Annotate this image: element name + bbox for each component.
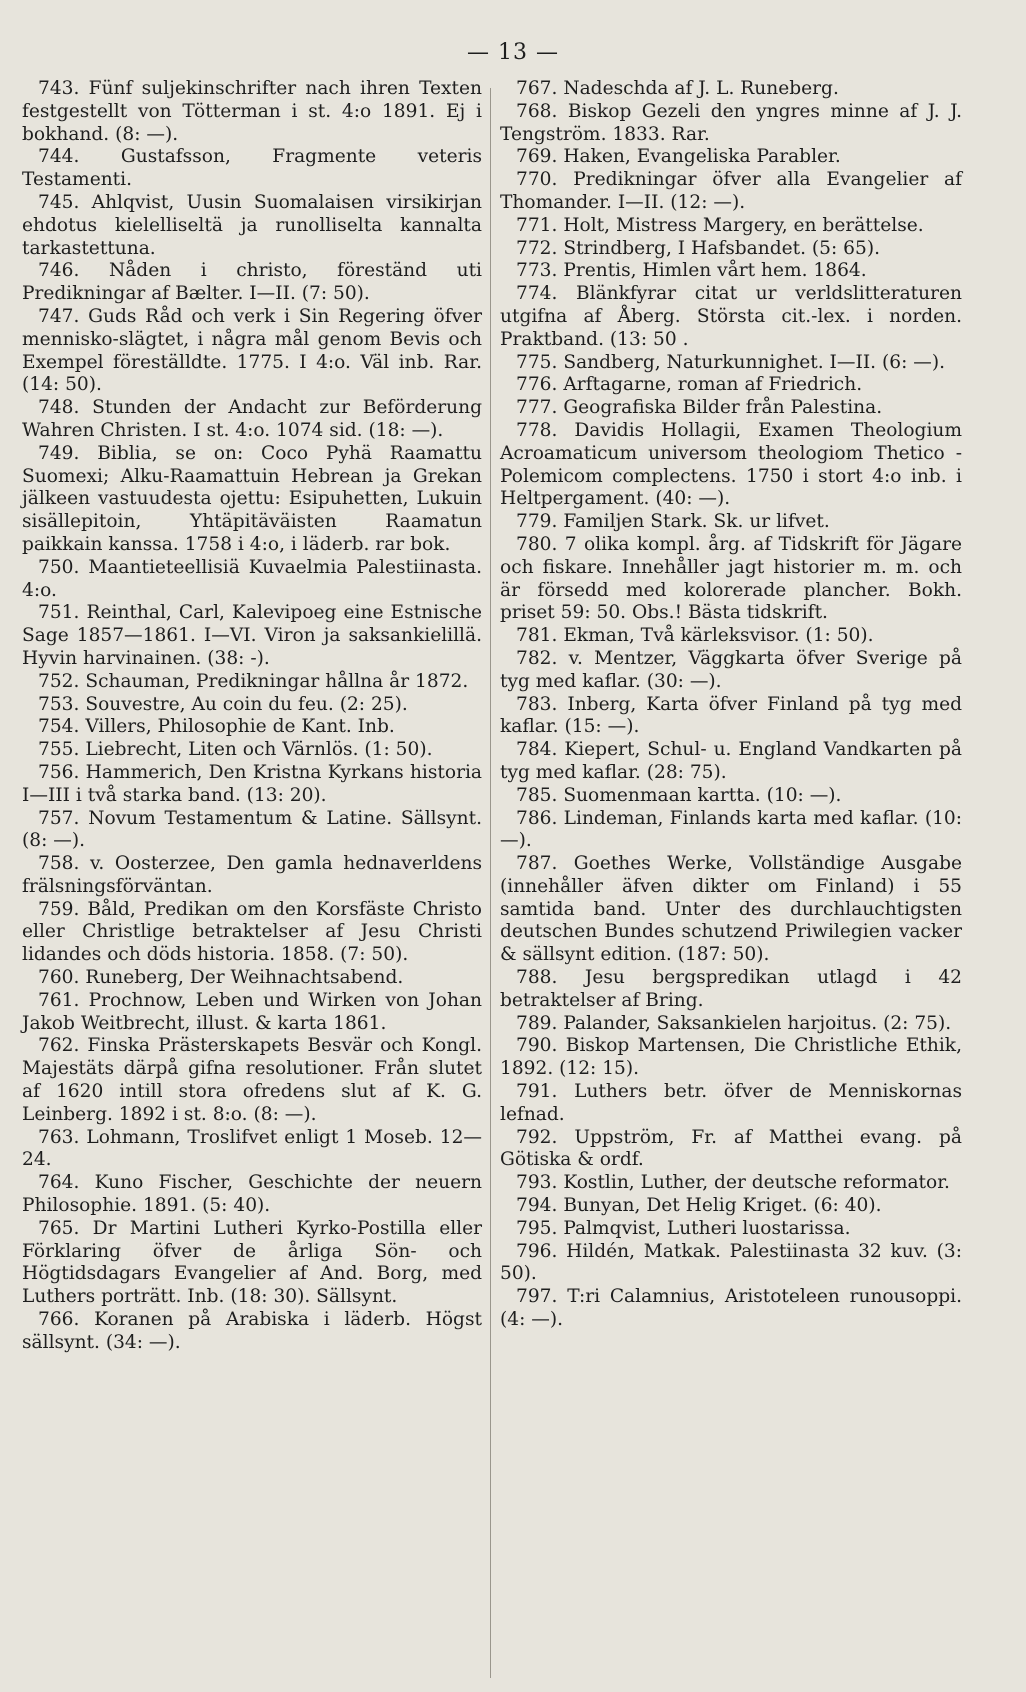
catalogue-entry [22, 1172, 482, 1218]
catalogue-entry [500, 352, 962, 375]
entry-number: 778. [516, 419, 558, 441]
entry-number: 766. [38, 1309, 80, 1331]
page-number: — 13 — [467, 40, 559, 65]
entry-number: 791. [516, 1081, 558, 1103]
entry-text: Fünf suljekinschrifter nach ihren Texten festgestellt von Tötterman i st. 4:o 1891. Ej i bokhand. (8: —). [22, 78, 482, 145]
entry-text: Villers, Philosophie de Kant. Inb. [85, 716, 395, 738]
catalogue-entry [500, 215, 962, 238]
entry-text: Stunden der Andacht zur Beförderung Wahren Christen. I st. 4:o. 1074 sid. (18: —). [22, 397, 482, 441]
entry-text: Biblia, se on: Coco Pyhä Raamattu Suomexi; Alku-Raamattuin Hebrean ja Grekan jälkeen vastuudesta ojettu: Esipuhetten, Lukuin sisällepitoin, Yhtäpitäväisten Raamatun paikkain kanssa. 1758 i 4:o, i läderb. rar bok. [22, 442, 482, 555]
entry-number: 748. [38, 397, 80, 419]
entry-text: Arftagarne, roman af Friedrich. [563, 374, 863, 396]
entry-text: Bunyan, Det Helig Kriget. (6: 40). [563, 1195, 882, 1217]
entry-number: 781. [516, 625, 558, 647]
catalogue-entry [22, 192, 482, 260]
catalogue-entry [500, 238, 962, 261]
entry-text: Hammerich, Den Kristna Kyrkans historia I—III i två starka band. (13: 20). [22, 761, 483, 806]
catalogue-entry [22, 990, 482, 1036]
entry-number: 775. [516, 351, 558, 373]
entry-number: 745. [38, 191, 80, 213]
entry-number: 765. [38, 1217, 80, 1239]
entry-text: Jesu bergspredikan utlagd i 42 betraktelser af Bring. [500, 967, 963, 1011]
entry-text: Novum Testamentum & Latine. Sällsynt. (8: —). [22, 807, 482, 852]
catalogue-entry [500, 739, 962, 785]
catalogue-entry [500, 78, 962, 101]
catalogue-entry [500, 967, 962, 1013]
catalogue-entry [22, 443, 482, 557]
entry-number: 773. [516, 260, 558, 282]
right-column [500, 78, 962, 1332]
entry-number: 752. [38, 670, 80, 692]
catalogue-entry [22, 739, 482, 762]
catalogue-entry [22, 306, 482, 397]
catalogue-entry [500, 853, 962, 967]
entry-number: 750. [38, 556, 80, 578]
entry-text: Prentis, Himlen vårt hem. 1864. [563, 260, 867, 282]
catalogue-entry [500, 169, 962, 215]
catalogue-entry [22, 146, 482, 192]
entry-text: Souvestre, Au coin du feu. (2: 25). [85, 693, 408, 715]
catalogue-entry [22, 671, 482, 694]
entry-text: Liebrecht, Liten och Värnlös. (1: 50). [85, 739, 433, 761]
catalogue-entry [500, 1081, 962, 1127]
entry-text: Lindeman, Finlands karta med kaflar. (10: —). [500, 807, 962, 852]
catalogue-entry [500, 1013, 962, 1036]
entry-text: Hildén, Matkak. Palestiinasta 32 kuv. (3: 50). [500, 1240, 962, 1285]
entry-number: 767. [516, 78, 558, 99]
entry-text: Ahlqvist, Uusin Suomalaisen virsikirjan ehdotus kielelliseltä ja runolliselta kannalta tarkastettuna. [22, 191, 482, 259]
entry-number: 754. [38, 716, 80, 738]
entry-number: 770. [516, 169, 558, 191]
entry-text: v. Oosterzee, Den gamla hednaverldens frälsningsförväntan. [22, 853, 482, 897]
entry-text: Biskop Gezeli den yngres minne af J. J. Tengström. 1833. Rar. [500, 100, 962, 145]
entry-text: Luthers betr. öfver de Menniskornas lefnad. [500, 1081, 962, 1125]
entry-number: 797. [516, 1286, 558, 1308]
catalogue-entry [22, 78, 482, 146]
catalogue-entry [22, 694, 482, 717]
catalogue-entry [500, 511, 962, 534]
entry-number: 780. [516, 533, 558, 555]
entry-number: 743. [38, 78, 80, 99]
catalogue-entry [500, 1195, 962, 1218]
entry-number: 751. [38, 602, 80, 624]
entry-number: 789. [516, 1012, 558, 1034]
catalogue-entry [500, 694, 962, 740]
catalogue-entry [22, 899, 482, 967]
catalogue-entry [22, 716, 482, 739]
catalogue-entry [500, 534, 962, 625]
entry-text: Suomenmaan kartta. (10: —). [563, 784, 842, 806]
catalogue-entry [22, 260, 482, 306]
entry-text: Davidis Hollagii, Examen Theologium Acroamaticum universom theologiom Thetico - Polemicom complectens. 1750 i stort 4:o inb. i Heltpergament. (40: —). [500, 419, 962, 510]
entry-text: Familjen Stark. Sk. ur lifvet. [563, 511, 830, 533]
catalogue-entry [22, 602, 482, 670]
entry-text: Haken, Evangeliska Parabler. [563, 146, 841, 168]
entry-text: Nåden i christo, föreständ uti Predikningar af Bælter. I—II. (7: 50). [22, 260, 482, 305]
entry-number: 796. [516, 1240, 558, 1262]
entry-number: 772. [516, 237, 558, 259]
entry-number: 764. [38, 1172, 80, 1194]
entry-text: Schauman, Predikningar hållna år 1872. [85, 670, 469, 692]
entry-text: Kiepert, Schul- u. England Vandkarten på tyg med kaflar. (28: 75). [500, 739, 962, 783]
entry-text: Guds Råd och verk i Sin Regering öfver mennisko-slägtet, i några mål genom Bevis och Exempel föreställdte. 1775. I 4:o. Väl inb. Rar. (14: 50). [22, 305, 482, 396]
catalogue-entry [22, 1309, 482, 1355]
entry-number: 749. [38, 442, 80, 464]
entry-number: 787. [516, 853, 558, 875]
entry-number: 747. [38, 305, 80, 327]
entry-text: Nadeschda af J. L. Runeberg. [563, 78, 839, 99]
entry-number: 759. [38, 898, 80, 920]
entry-number: 757. [38, 807, 80, 829]
entry-text: Palander, Saksankielen harjoitus. (2: 75). [563, 1012, 952, 1034]
entry-text: Goethes Werke, Vollständige Ausgabe (innehåller äfven dikter om Finland) i 55 samtida band. Unter des durchlauchtigsten deutschen Bundes schutzend Priwilegien vacker & sällsynt edition. (187: 50). [500, 853, 962, 966]
catalogue-entry [500, 1035, 962, 1081]
entry-text: Sandberg, Naturkunnighet. I—II. (6: —). [563, 351, 946, 373]
catalogue-entry [500, 808, 962, 854]
catalogue-entry [500, 101, 962, 147]
entry-number: 782. [516, 647, 558, 669]
entry-text: Holt, Mistress Margery, en berättelse. [563, 214, 924, 236]
entry-text: Kuno Fischer, Geschichte der neuern Philosophie. 1891. (5: 40). [22, 1172, 482, 1217]
entry-number: 774. [516, 283, 558, 305]
entry-number: 779. [516, 511, 558, 533]
catalogue-entry [500, 625, 962, 648]
entry-text: Strindberg, I Hafsbandet. (5: 65). [563, 237, 880, 259]
catalogue-entry [500, 420, 962, 511]
catalogue-entry [22, 967, 482, 990]
entry-text: v. Mentzer, Väggkarta öfver Sverige på tyg med kaflar. (30: —). [500, 647, 962, 692]
entry-text: Prochnow, Leben und Wirken von Johan Jakob Weitbrecht, illust. & karta 1861. [22, 989, 482, 1034]
entry-number: 792. [516, 1126, 558, 1148]
entry-number: 746. [38, 260, 80, 282]
entry-text: Palmqvist, Lutheri luostarissa. [563, 1217, 851, 1239]
entry-text: Kostlin, Luther, der deutsche reformator. [563, 1172, 950, 1194]
entry-text: Inberg, Karta öfver Finland på tyg med kaflar. (15: —). [500, 693, 962, 738]
entry-number: 756. [38, 761, 80, 783]
catalogue-entry [22, 762, 482, 808]
entry-number: 761. [38, 989, 80, 1011]
catalogue-entry [22, 557, 482, 603]
catalogue-entry [500, 1127, 962, 1173]
catalogue-entry [500, 1172, 962, 1195]
entry-text: Maantieteellisiä Kuvaelmia Palestiinasta. 4:o. [22, 556, 482, 601]
entry-number: 755. [38, 739, 80, 761]
entry-number: 786. [516, 807, 558, 829]
catalogue-entry [500, 648, 962, 694]
catalogue-entry [500, 1218, 962, 1241]
entry-text: Uppström, Fr. af Matthei evang. på Götiska & ordf. [500, 1126, 962, 1171]
entry-text: Geografiska Bilder från Palestina. [563, 397, 883, 419]
catalogue-entry [22, 1035, 482, 1126]
entry-number: 768. [516, 100, 558, 122]
left-column [22, 78, 482, 1355]
catalogue-entry [500, 1286, 962, 1332]
entry-text: Ekman, Två kärleksvisor. (1: 50). [563, 625, 874, 647]
entry-text: Reinthal, Carl, Kalevipoeg eine Estnische Sage 1857—1861. I—VI. Viron ja saksankielillä. Hyvin harvinainen. (38: -). [22, 602, 482, 669]
entry-number: 760. [38, 967, 80, 989]
entry-number: 762. [38, 1035, 80, 1057]
entry-text: Lohmann, Troslifvet enligt 1 Moseb. 12—24. [22, 1126, 482, 1171]
entry-number: 784. [516, 739, 558, 761]
catalogue-entry [22, 853, 482, 899]
entry-text: T:ri Calamnius, Aristoteleen runousoppi. (4: —). [500, 1286, 962, 1331]
entry-number: 793. [516, 1172, 558, 1194]
entry-number: 795. [516, 1217, 558, 1239]
catalogue-entry [22, 1127, 482, 1173]
catalogue-entry [22, 808, 482, 854]
entry-text: Blänkfyrar citat ur verldslitteraturen utgifna af Åberg. Största cit.-lex. i norden. Praktband. (13: 50 . [500, 283, 962, 350]
entry-number: 763. [38, 1126, 80, 1148]
catalogue-entry [500, 785, 962, 808]
entry-text: Biskop Martensen, Die Christliche Ethik, 1892. (12: 15). [500, 1035, 962, 1080]
entry-text: Predikningar öfver alla Evangelier af Thomander. I—II. (12: —). [500, 169, 962, 213]
catalogue-entry [22, 397, 482, 443]
catalogue-entry [500, 260, 962, 283]
entry-number: 783. [516, 693, 558, 715]
entry-text: Finska Prästerskapets Besvär och Kongl. Majestäts därpå gifna resolutioner. Från slutet af 1620 intill stora ofredens slut af K. G. Leinberg. 1892 i st. 8:o. (8: —). [22, 1035, 482, 1125]
entry-text: Runeberg, Der Weihnachtsabend. [85, 967, 404, 989]
entry-number: 753. [38, 693, 80, 715]
entry-text: 7 olika kompl. årg. af Tidskrift för Jägare och fiskare. Innehåller jagt historier m. m. och är försedd med kolorerade plancher. Bokh. priset 59: 50. Obs.! Bästa tidskrift. [500, 533, 962, 624]
catalogue-entry [22, 1218, 482, 1309]
entry-number: 777. [516, 397, 558, 419]
entry-number: 776. [516, 374, 558, 396]
entry-number: 744. [38, 146, 80, 168]
entry-number: 790. [516, 1035, 558, 1057]
entry-text: Dr Martini Lutheri Kyrko-Postilla eller Förklaring öfver de årliga Sön- och Högtidsdagars Evangelier af And. Borg, med Luthers porträtt. Inb. (18: 30). Sällsynt. [22, 1217, 482, 1308]
column-divider [490, 88, 491, 1678]
entry-text: Båld, Predikan om den Korsfäste Christo eller Christlige betraktelser af Jesu Christi lidandes och döds historia. 1858. (7: 50). [22, 898, 482, 966]
entry-number: 771. [516, 214, 558, 236]
catalogue-entry [500, 283, 962, 351]
catalogue-entry [500, 397, 962, 420]
catalogue-entry [500, 374, 962, 397]
catalogue-entry [500, 146, 962, 169]
catalogue-entry [500, 1241, 962, 1287]
entry-number: 785. [516, 784, 558, 806]
entry-number: 788. [516, 967, 558, 989]
entry-text: Gustafsson, Fragmente veteris Testamenti. [22, 146, 482, 191]
entry-number: 769. [516, 146, 558, 168]
entry-text: Koranen på Arabiska i läderb. Högst sällsynt. (34: —). [22, 1309, 482, 1353]
entry-number: 758. [38, 853, 80, 875]
entry-number: 794. [516, 1195, 558, 1217]
